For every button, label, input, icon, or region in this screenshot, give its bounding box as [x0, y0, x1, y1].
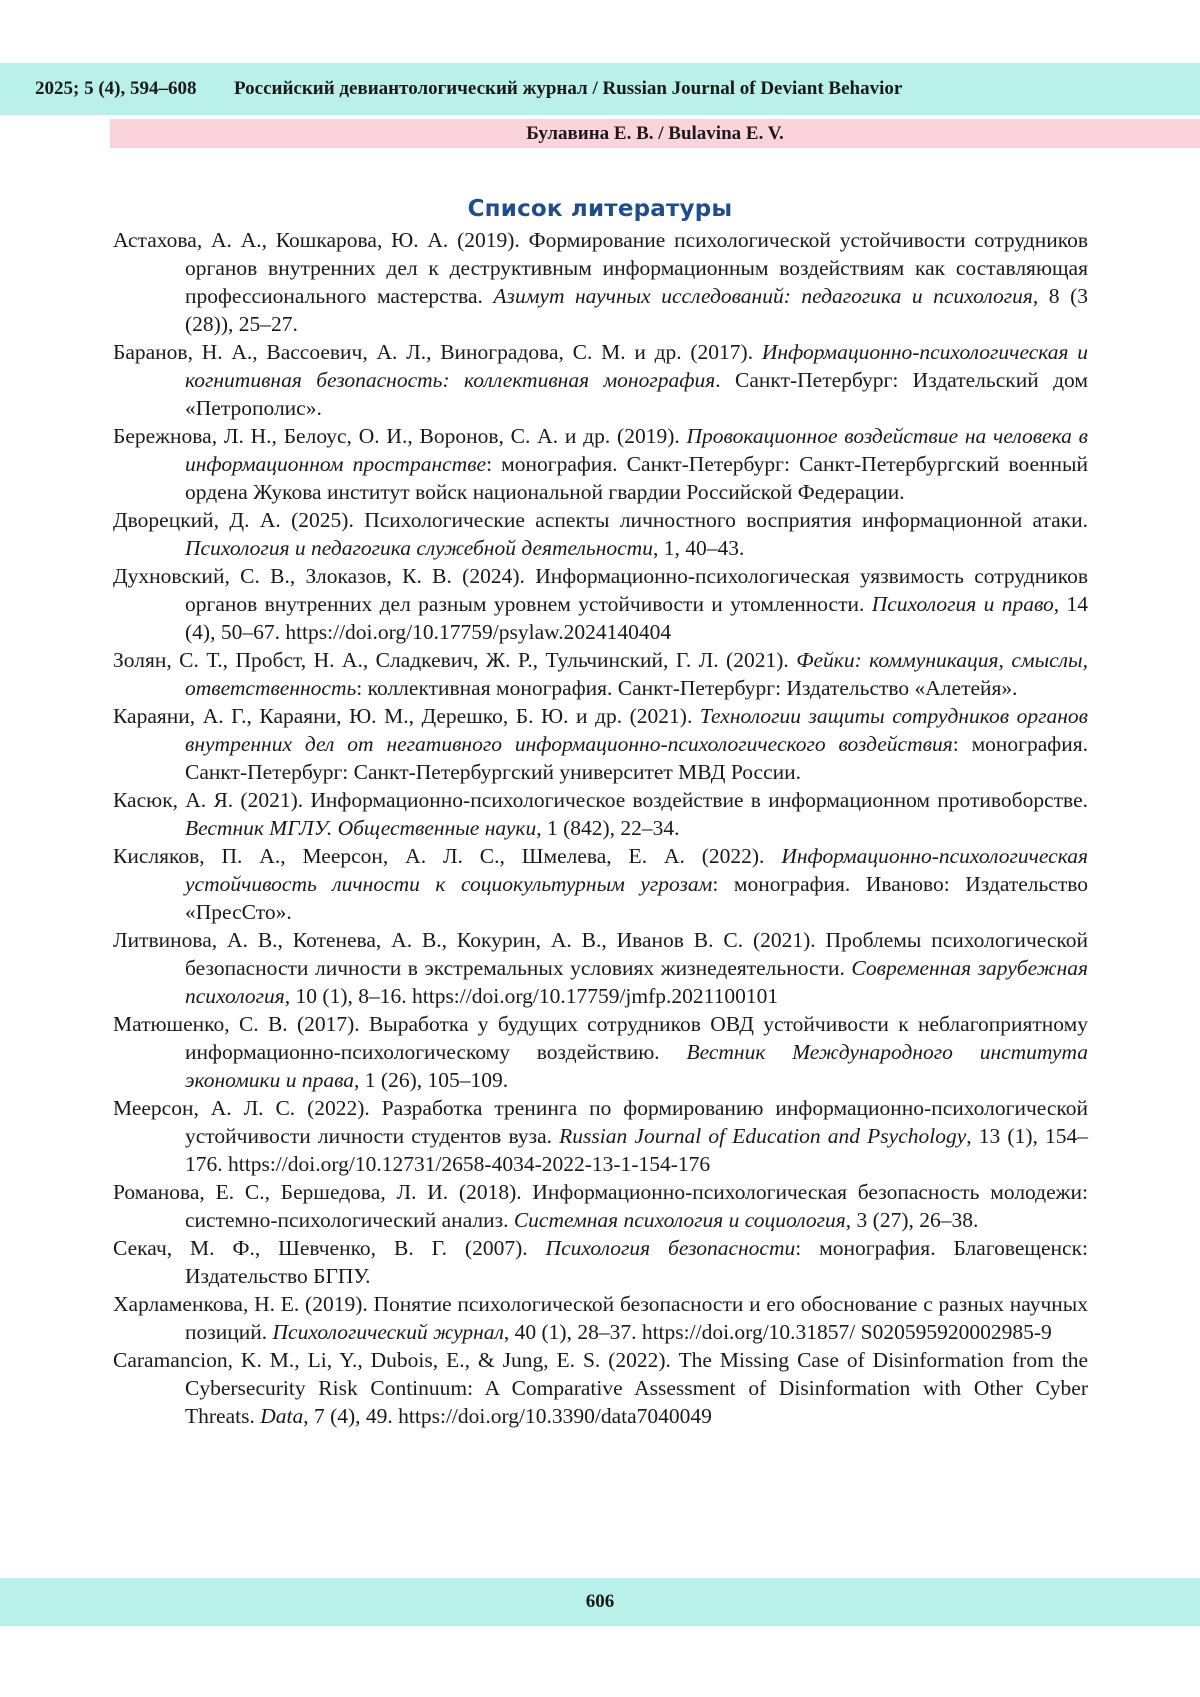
reference-source: Азимут научных исследований: педагогика и психология [493, 284, 1033, 308]
reference-text: Секач, М. Ф., Шевченко, В. Г. (2007). [113, 1236, 546, 1260]
reference-entry [113, 226, 1088, 338]
reference-entry [113, 1290, 1088, 1346]
reference-entry [113, 1094, 1088, 1178]
reference-source: Информационно-психологическая и когнитивная безопасность: коллективная монография [185, 340, 1089, 392]
reference-text: Меерсон, А. Л. С. (2022). Разработка тренинга по формированию информационно-психологической устойчивости личности студентов вуза. [113, 1096, 1088, 1148]
reference-source: Провокационное воздействие на человека в информационном пространстве [185, 424, 1088, 476]
reference-text: , 13 (1), 154–176. https://doi.org/10.12731/2658-4034-2022-13-1-154-176 [185, 1124, 1088, 1176]
reference-text: , 40 (1), 28–37. https://doi.org/10.31857/ S020595920002985-9 [503, 1320, 1052, 1344]
reference-entry [113, 926, 1088, 1010]
reference-source: Информационно-психологическая устойчивость личности к социокультурным угрозам [185, 844, 1088, 896]
reference-text: Касюк, А. Я. (2021). Информационно-психологическое воздействие в информационном противоборстве. [113, 788, 1088, 812]
reference-text: , 8 (3 (28)), 25–27. [185, 284, 1088, 336]
reference-source: Data [260, 1404, 304, 1428]
reference-list [113, 226, 1088, 1430]
reference-entry [113, 786, 1088, 842]
reference-text: Баранов, Н. А., Вассоевич, А. Л., Виноградова, С. М. и др. (2017). [113, 340, 762, 364]
reference-text: , 1 (26), 105–109. [354, 1068, 509, 1092]
author-header [110, 119, 1200, 148]
reference-text: Золян, С. Т., Пробст, Н. А., Сладкевич, Ж. Р., Тульчинский, Г. Л. (2021). [113, 648, 797, 672]
reference-source: Вестник МГЛУ. Общественные науки [185, 816, 537, 840]
reference-text: Астахова, А. А., Кошкарова, Ю. А. (2019). Формирование психологической устойчивости сотрудников органов внутренних дел к деструктивным информационным воздействиям как составляющая профессионального мастерства. [113, 228, 1088, 308]
reference-text: : монография. Иваново: Издательство «ПресСто». [185, 872, 1088, 924]
reference-entry [113, 422, 1088, 506]
reference-source: Современная зарубежная психология [185, 956, 1088, 1008]
article-authors: Булавина Е. В. / Bulavina E. V. [526, 122, 784, 144]
reference-text: Литвинова, А. В., Котенева, А. В., Кокурин, А. В., Иванов В. С. (2021). Проблемы психологической безопасности личности в экстремальных условиях жизнедеятельности. [113, 928, 1088, 980]
journal-name: Российский девиантологический журнал / Russian Journal of Deviant Behavior [234, 78, 903, 99]
journal-issue: 2025; 5 (4), 594–608 [35, 78, 197, 99]
reference-text: , 7 (4), 49. https://doi.org/10.3390/data7040049 [303, 1404, 712, 1428]
section-title: Список литературы [467, 196, 733, 222]
reference-text: Матюшенко, С. В. (2017). Выработка у будущих сотрудников ОВД устойчивости к неблагоприятному информационно-психологическому воздействию. [113, 1012, 1088, 1064]
reference-text: , 14 (4), 50–67. https://doi.org/10.17759/psylaw.2024140404 [185, 592, 1089, 644]
reference-entry [113, 338, 1088, 422]
reference-entry [113, 562, 1088, 646]
page-number: 606 [585, 1591, 615, 1612]
reference-entry [113, 1346, 1088, 1430]
reference-entry [113, 1234, 1088, 1290]
reference-text: Духновский, С. В., Злоказов, К. В. (2024). Информационно-психологическая уязвимость сотрудников органов внутренних дел разным уровнем устойчивости и утомленности. [113, 564, 1088, 616]
reference-source: Психология и педагогика служебной деятельности [185, 536, 653, 560]
reference-text: Дворецкий, Д. А. (2025). Психологические аспекты личностного восприятия информационной атаки. [113, 508, 1088, 532]
page-footer [0, 1578, 1200, 1626]
reference-source: Психология безопасности [545, 1236, 796, 1260]
reference-entry [113, 1178, 1088, 1234]
reference-text: : монография. Санкт-Петербург: Санкт-Петербургский университет МВД России. [185, 732, 1088, 784]
reference-text: , 1, 40–43. [652, 536, 745, 560]
reference-entry [113, 506, 1088, 562]
reference-text: Караяни, А. Г., Караяни, Ю. М., Дерешко, Б. Ю. и др. (2021). [113, 704, 700, 728]
reference-source: Вестник Международного института экономики и права [185, 1040, 1088, 1092]
reference-text: , 1 (842), 22–34. [536, 816, 680, 840]
reference-text: : коллективная монография. Санкт-Петербург: Издательство «Алетейя». [356, 676, 1018, 700]
reference-text: : монография. Санкт-Петербург: Санкт-Петербургский военный ордена Жукова институт войск национальной гвардии Российской Федерации. [185, 452, 1089, 504]
journal-header [0, 63, 1200, 115]
reference-source: Технологии защиты сотрудников органов внутренних дел от негативного информационно-психологического воздействия [185, 704, 1088, 756]
reference-entry [113, 842, 1088, 926]
reference-text: : монография. Благовещенск: Издательство БГПУ. [185, 1236, 1089, 1288]
reference-source: Russian Journal of Education and Psychology [559, 1124, 967, 1148]
reference-source: Психологический журнал [272, 1320, 504, 1344]
reference-text: , 3 (27), 26–38. [845, 1208, 979, 1232]
reference-text: Кисляков, П. А., Меерсон, А. Л. С., Шмелева, Е. А. (2022). [113, 844, 782, 868]
reference-text: Харламенкова, Н. Е. (2019). Понятие психологической безопасности и его обоснование с разных научных позиций. [113, 1292, 1088, 1344]
reference-source: Психология и право [871, 592, 1054, 616]
reference-text: Бережнова, Л. Н., Белоус, О. И., Воронов, С. А. и др. (2019). [113, 424, 687, 448]
reference-text: . Санкт-Петербург: Издательский дом «Петрополис». [185, 368, 1088, 420]
reference-entry [113, 1010, 1088, 1094]
reference-entry [113, 646, 1088, 702]
reference-text: Caramancion, K. M., Li, Y., Dubois, E., & Jung, E. S. (2022). The Missing Case of Disinformation from the Cybersecurity Risk Continuum: A Comparative Assessment of Disinformation with Other Cyber Threats. [113, 1348, 1088, 1428]
reference-text: , 10 (1), 8–16. https://doi.org/10.17759/jmfp.2021100101 [284, 984, 779, 1008]
reference-source: Системная психология и социология [513, 1208, 846, 1232]
reference-source: Фейки: коммуникация, смыслы, ответственность [185, 648, 1088, 700]
reference-text: Романова, Е. С., Бершедова, Л. И. (2018). Информационно-психологическая безопасность молодежи: системно-психологический анализ. [113, 1180, 1088, 1232]
reference-entry [113, 702, 1088, 786]
